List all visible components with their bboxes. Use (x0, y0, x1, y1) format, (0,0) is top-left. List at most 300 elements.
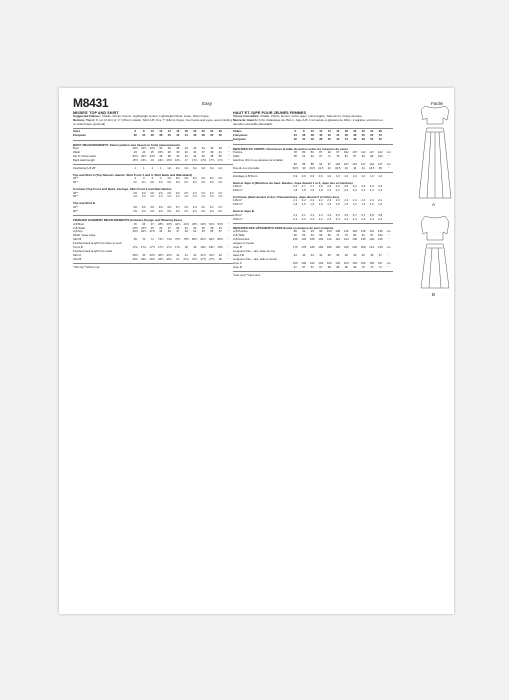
cell-value: 1⅝ (133, 195, 138, 199)
cell-value: 1⅝ (167, 195, 172, 199)
cell-value: 2,4 (369, 199, 374, 203)
cell-value: 64 (310, 234, 314, 238)
cell-value: 105 (309, 238, 315, 242)
cell-value: 1⅛ (175, 166, 180, 170)
cell-value: 1,0 (344, 174, 349, 178)
cell-value: 3,3 (318, 213, 323, 217)
notions-fr: Mercerie: Haut A: 0,3m d'élastique de 15mm. Jupe A,B: 1 fermeture à glissière de 18cm, 2 agrafes, extra fort ou dentelle extensible (facultatif). (233, 117, 383, 126)
cell-value: 36 (142, 222, 146, 226)
interfacing-row (73, 167, 233, 171)
body-heading-fr: MESURES DU CORPS: Choisissez la taille du patron selon les mesures du corps (233, 146, 349, 151)
cell-value: 89 (293, 230, 297, 234)
cell-value: 1⅝ (218, 195, 223, 199)
cell-value: 2⅜ (167, 209, 172, 213)
cell-value: 2⅝ (201, 209, 206, 213)
row-label: 45"* (73, 205, 79, 209)
cell-value: 82½ (200, 238, 206, 242)
cell-value: 34 (159, 147, 163, 151)
cell-value: 36 (159, 155, 163, 159)
cell-value: 2⅜ (175, 181, 180, 185)
cell-value: 92 (302, 230, 306, 234)
row-label: Finished back length from base of neck (73, 242, 122, 246)
cell-value: 2⅜ (158, 191, 163, 195)
cell-value: 36 (201, 226, 205, 230)
cell-value: 112 (361, 151, 366, 155)
cell-value: 3⅛ (192, 177, 197, 181)
cell-value: 2,3 (327, 217, 332, 221)
cell-value: 39½ (132, 253, 138, 257)
cell-value: 36 (150, 134, 154, 138)
cell-value: 76½ (175, 238, 181, 242)
body-table-en (73, 147, 233, 163)
cell-value: 92 (319, 162, 323, 166)
cell-value: 36 (167, 147, 171, 151)
interfacing-row (233, 175, 393, 179)
cell-value: 1,8 (293, 188, 298, 192)
cell-value: 67 (293, 265, 297, 269)
cell-value: 114 (327, 238, 332, 242)
cell-value: 40½ (166, 253, 172, 257)
cell-value: 0,9 (301, 174, 306, 178)
cell-value: 26½ (158, 257, 164, 261)
unit: " (228, 230, 230, 234)
row-label: Bust (73, 147, 79, 151)
cell-value: 2,4 (352, 217, 357, 221)
cell-value: 3⅛ (167, 177, 172, 181)
cell-value: 40 (184, 147, 188, 151)
cell-value: 1⅝ (158, 195, 163, 199)
cell-value: 81 (344, 155, 348, 159)
yardage2-table-en (73, 192, 233, 200)
yardage-row (73, 181, 233, 185)
cell-value: 41½ (149, 230, 155, 234)
cell-value: 2,6 (293, 185, 298, 189)
cell-value: 107 (352, 151, 358, 155)
cell-value: 2⅜ (167, 191, 172, 195)
cell-value: 87 (319, 151, 323, 155)
cell-value: 1 (151, 166, 154, 170)
cell-value: 48 (201, 134, 205, 138)
size-table-fr (233, 130, 393, 142)
garment-illustrations (413, 88, 454, 614)
cell-value: 2⅜ (141, 191, 146, 195)
cell-value: 51 (193, 230, 197, 234)
cell-value: 40½ (166, 222, 172, 226)
cell-value: 14 (327, 130, 331, 134)
cell-value: 48 (218, 147, 222, 151)
yardage3-heading-en: Top and Skirt B (73, 201, 95, 206)
yardage-row (233, 218, 393, 222)
cell-value: 204 (352, 246, 358, 250)
cell-value: 40 (176, 155, 180, 159)
cell-value: 102 (335, 162, 341, 166)
unit: " (228, 257, 230, 261)
title-en: MISSES' TOP AND SKIRT (73, 111, 119, 115)
cell-value: 67 (310, 265, 314, 269)
cell-value: 38 (176, 147, 180, 151)
size-table-en (73, 130, 233, 138)
cell-value: 46 (353, 253, 357, 257)
cell-value: 50 (370, 138, 374, 142)
pattern-number: M8431 (73, 96, 109, 110)
cell-value: 3,5 (344, 213, 349, 217)
cell-value: 18 (184, 130, 188, 134)
cell-value: 2⅝ (201, 181, 206, 185)
cell-value: 119 (335, 238, 340, 242)
cell-value: 3,0 (344, 185, 349, 189)
cell-value: 103 (318, 261, 324, 265)
cell-value: 72½ (158, 238, 164, 242)
cell-value: 0,9 (310, 174, 315, 178)
cell-value: 69 (344, 265, 348, 269)
cell-value: 2⅝ (218, 181, 223, 185)
cell-value: 16 (150, 158, 154, 162)
cell-value: 102 (377, 234, 383, 238)
cell-value: 49½ (200, 222, 206, 226)
cell-value: 175 (292, 246, 298, 250)
divider (233, 128, 393, 129)
unit: cm (386, 246, 391, 250)
cell-value: 2⅜ (150, 181, 155, 185)
cell-value: 17⅜ (200, 158, 206, 162)
yardage1-heading-fr: Haut et Jupe A (Manches du haut, Bandes, Jupe devant 1 et 3, Jupe dos et Ceinture) (233, 180, 353, 185)
difficulty-fr: Facile (431, 101, 444, 106)
cell-value: 39 (210, 151, 214, 155)
cell-value: 102 (309, 261, 315, 265)
cell-value: 3 (151, 177, 154, 181)
cell-value: 1,0 (361, 174, 366, 178)
cell-value: 67 (319, 155, 323, 159)
cell-value: 48 (210, 155, 214, 159)
european-size-row (73, 134, 233, 138)
cell-value: 1 (142, 166, 145, 170)
row-label: 150cm* (233, 188, 243, 192)
cell-value: 27¼ (183, 257, 189, 261)
cell-value: 48 (353, 134, 357, 138)
cell-value: 2,1 (335, 188, 340, 192)
cell-value: 54 (378, 134, 382, 138)
cell-value: 17½ (149, 246, 155, 250)
row-label: European (73, 134, 86, 138)
cell-value: 83 (310, 151, 314, 155)
cell-value: 44 (293, 253, 297, 257)
cell-value: 3⅜ (158, 205, 163, 209)
cell-value: 24½ (141, 226, 147, 230)
cell-value: 45 (378, 166, 382, 170)
finished-measurement-row (73, 258, 233, 262)
cell-value: 40½ (149, 253, 155, 257)
notions-en: Notions: Top A: ⅜ yd. (0.3m) of ⅞" (15mm) elastic. Skirt A,B: One 7" (18cm) zipper, two hooks and eyes, seam binding or stretch lace (optional). (73, 117, 232, 126)
cell-value: 14 (167, 130, 171, 134)
cell-value: 44 (184, 134, 188, 138)
cell-value: 3⅜ (167, 205, 172, 209)
cell-value: 50 (218, 155, 222, 159)
cell-value: 2,7 (301, 185, 306, 189)
cell-value: 2⅝ (209, 209, 214, 213)
interfacing-table-fr (233, 175, 393, 179)
yardage-row (73, 210, 233, 214)
cell-value: 38 (159, 134, 163, 138)
cell-value: 44 (201, 147, 205, 151)
cell-value: 50 (361, 134, 365, 138)
technical-drawings (413, 88, 454, 614)
row-label: Interfacing A,B 20" (73, 166, 97, 170)
row-label: Waist (73, 151, 80, 155)
cell-value: 79 (344, 234, 348, 238)
cell-value: 18¼ (200, 246, 206, 250)
cell-value: 2⅝ (209, 181, 214, 185)
cell-value: 27½ (200, 257, 206, 261)
cell-value: 34 (193, 151, 197, 155)
unit: " (228, 246, 230, 250)
cell-value: 52 (218, 134, 222, 138)
cell-value: 57 (218, 230, 222, 234)
pattern-envelope-back (59, 88, 454, 614)
cell-value: 1⅝ (209, 195, 214, 199)
cell-value: 27½ (209, 257, 215, 261)
cell-value: 2,3 (335, 217, 340, 221)
cell-value: 130 (352, 238, 358, 242)
row-label: Haut A,B (233, 253, 245, 257)
cell-value: 16 (336, 130, 340, 134)
cell-value: 2⅜ (133, 209, 138, 213)
yardage2-heading-en: Contrast (Top Front and Back, Facings, Skirt Front 2 and Side Backs) (73, 187, 172, 192)
cell-value: 2⅜ (175, 209, 180, 213)
cell-value: 3 (134, 177, 137, 181)
cell-value: 1,0 (335, 174, 340, 178)
cell-value: 2⅜ (167, 181, 172, 185)
cell-value: 70 (370, 265, 374, 269)
divider (73, 164, 233, 165)
cell-value: 41 (176, 253, 180, 257)
cell-value: 3,8 (378, 213, 383, 217)
finished-heading-fr: MESURES DES VÊTEMENTS FINIS (Inclut en aisance du port compris) (233, 225, 334, 230)
cell-value: 52 (378, 138, 382, 142)
divider (73, 215, 233, 216)
cell-value: 40½ (158, 253, 164, 257)
cell-value: 2½ (184, 181, 189, 185)
cell-value: 3½ (175, 205, 180, 209)
cell-value: 31½ (141, 147, 147, 151)
row-label: Back waist length (73, 158, 95, 162)
cell-value: 17¾ (166, 246, 172, 250)
cell-value: 69 (133, 238, 137, 242)
cell-value: 2,1 (293, 217, 298, 221)
cell-value: 135 (360, 238, 366, 242)
cell-value: 43 (344, 166, 348, 170)
view-b-top-drawing (421, 216, 449, 240)
divider (73, 263, 233, 264)
cell-value: 112 (352, 162, 357, 166)
cell-value: 12 (159, 130, 163, 134)
divider (233, 144, 393, 145)
row-label: Width, lower edge (73, 234, 96, 238)
unit: " (228, 253, 230, 257)
cell-value: 18 (344, 130, 348, 134)
cell-value: 34 (142, 134, 146, 138)
cell-value: 2⅝ (192, 209, 197, 213)
unit (225, 134, 234, 138)
cell-value: 2⅝ (201, 191, 206, 195)
unit (385, 138, 394, 142)
cell-value: 44 (353, 166, 357, 170)
cell-value: 117 (361, 162, 366, 166)
cell-value: 2,4 (369, 188, 374, 192)
divider (233, 223, 393, 224)
cell-value: 1⅛ (201, 166, 206, 170)
cell-value: 38 (167, 155, 171, 159)
cell-value: 2,1 (327, 188, 332, 192)
unit: " (228, 147, 230, 151)
unit: cm (386, 162, 391, 166)
cell-value: 17¼ (192, 158, 198, 162)
cell-value: 103 (326, 261, 332, 265)
row-label: 150cm* (233, 203, 243, 207)
cell-value: 3⅜ (150, 205, 155, 209)
yardage1-table-fr (233, 185, 393, 193)
cell-value: 3 (142, 177, 145, 181)
cell-value: 145 (377, 238, 383, 242)
cell-value: 199 (343, 246, 349, 250)
cell-value: 2,2 (318, 217, 323, 221)
cell-value: 26½ (158, 151, 164, 155)
cell-value: 1⅛ (218, 166, 223, 170)
cell-value: 26 (378, 130, 382, 134)
row-label: Longueur finie – dos, base du cou (233, 250, 276, 254)
cell-value: 17½ (209, 158, 215, 162)
cell-value: 42 (193, 147, 197, 151)
unit (385, 218, 394, 222)
cell-value: 2,2 (301, 217, 306, 221)
cell-value: 86½ (217, 238, 223, 242)
view-b-skirt-drawing (421, 244, 449, 288)
cell-value: 41 (218, 151, 222, 155)
cell-value: 45 (167, 230, 171, 234)
cell-value: 2⅜ (158, 181, 163, 185)
cell-value: 3⅜ (141, 205, 146, 209)
cell-value: 32½ (149, 147, 155, 151)
cell-value: 49 (184, 230, 188, 234)
row-label: Largeur à l'ourlet (233, 242, 254, 246)
yardage2-heading-fr: Contraste (Haut devant et dos, Parementures, Jupe devant 2 et Côtés dos) (233, 194, 339, 199)
cell-value: 1,9 (318, 188, 323, 192)
cell-value: 20 (353, 130, 357, 134)
row-label: Finished back length from waist (73, 250, 113, 254)
cell-value: 78 (293, 151, 297, 155)
cell-value: 3⅞ (218, 205, 223, 209)
cell-value: 100 (292, 261, 298, 265)
cell-value: 104 (377, 155, 383, 159)
cell-value: 15½ (132, 158, 138, 162)
cell-value: 44 (336, 134, 340, 138)
cell-value: 1⅝ (201, 195, 206, 199)
cell-value: 71 (378, 265, 382, 269)
cell-value: 40 (302, 166, 306, 170)
cell-value: 34½ (149, 155, 155, 159)
cell-value: 29 (176, 226, 180, 230)
cell-value: 3,4 (327, 213, 332, 217)
cell-value: 42 (327, 166, 331, 170)
cell-value: 23 (133, 151, 137, 155)
cell-value: 66 (319, 234, 323, 238)
row-label: Tailles (233, 130, 242, 134)
cell-value: 17¾ (217, 158, 223, 162)
cell-value: 16¼ (158, 158, 164, 162)
cell-value: 46 (353, 138, 357, 142)
row-label: 150cm* (233, 217, 243, 221)
cell-value: 42 (176, 134, 180, 138)
cell-value: 16¾ (175, 158, 181, 162)
body-table-fr (233, 151, 393, 171)
divider (233, 172, 393, 173)
cell-value: 34 (293, 134, 297, 138)
row-label: Top A,B (73, 246, 83, 250)
cell-value: 42½ (175, 222, 181, 226)
unit: " (228, 222, 230, 226)
footnote-en: *with nap **without nap (73, 266, 100, 270)
unit: " (388, 155, 390, 159)
cell-value: 2,4 (361, 188, 366, 192)
cell-value: 64 (310, 155, 314, 159)
cell-value: 26¼ (132, 257, 138, 261)
cell-value: 214 (369, 246, 375, 250)
english-column (73, 111, 233, 269)
cell-value: 38 (310, 134, 314, 138)
cell-value: 100 (292, 238, 298, 242)
cell-value: 26¾ (166, 257, 172, 261)
finished-measurement-row (233, 266, 393, 270)
cell-value: 1,5 (293, 203, 298, 207)
cell-value: 117 (369, 151, 374, 155)
row-label: 115cm* (233, 199, 243, 203)
cell-value: 18 (193, 246, 197, 250)
unit: " (228, 158, 230, 162)
cell-value: 42 (218, 253, 222, 257)
cell-value: 1,0 (369, 174, 374, 178)
cell-value: 80½ (192, 238, 198, 242)
cell-value: 76 (336, 155, 340, 159)
interfacing-table-en (73, 167, 233, 171)
cell-value: 118 (352, 230, 357, 234)
cell-value: 28 (218, 257, 222, 261)
cell-value: 2,3 (352, 188, 357, 192)
cell-value: 99 (370, 155, 374, 159)
cell-value: 84½ (209, 238, 215, 242)
cell-value: 127 (377, 162, 383, 166)
cell-value: 41½ (200, 253, 206, 257)
yardage1-table-en (73, 177, 233, 185)
cell-value: 22 (361, 130, 365, 134)
unit (385, 203, 394, 207)
cell-value: 69 (353, 265, 357, 269)
unit (225, 181, 234, 185)
row-label: Skirt B (73, 257, 82, 261)
cell-value: 87 (353, 155, 357, 159)
cell-value: 3⅛ (209, 177, 214, 181)
finished-heading-en: FINISHED GARMENT MEASUREMENTS (Includes Design and Wearing Ease) (73, 218, 182, 223)
cell-value: 3,7 (352, 213, 357, 217)
yardage2-table-fr (233, 199, 393, 207)
body-measurement-row (233, 167, 393, 171)
cell-value: 109 (318, 238, 324, 242)
cell-value: 3⅛ (175, 177, 180, 181)
cell-value: 18 (184, 246, 188, 250)
cell-value: 1⅛ (167, 166, 172, 170)
unit: " (228, 151, 230, 155)
yardage1-heading-en: Top and Skirt A (Top Sleeves, Bands, Skirt Front 1 and 3, Skirt Back and Waistband) (73, 172, 193, 177)
cell-value: 85 (302, 162, 306, 166)
unit: " (388, 166, 390, 170)
